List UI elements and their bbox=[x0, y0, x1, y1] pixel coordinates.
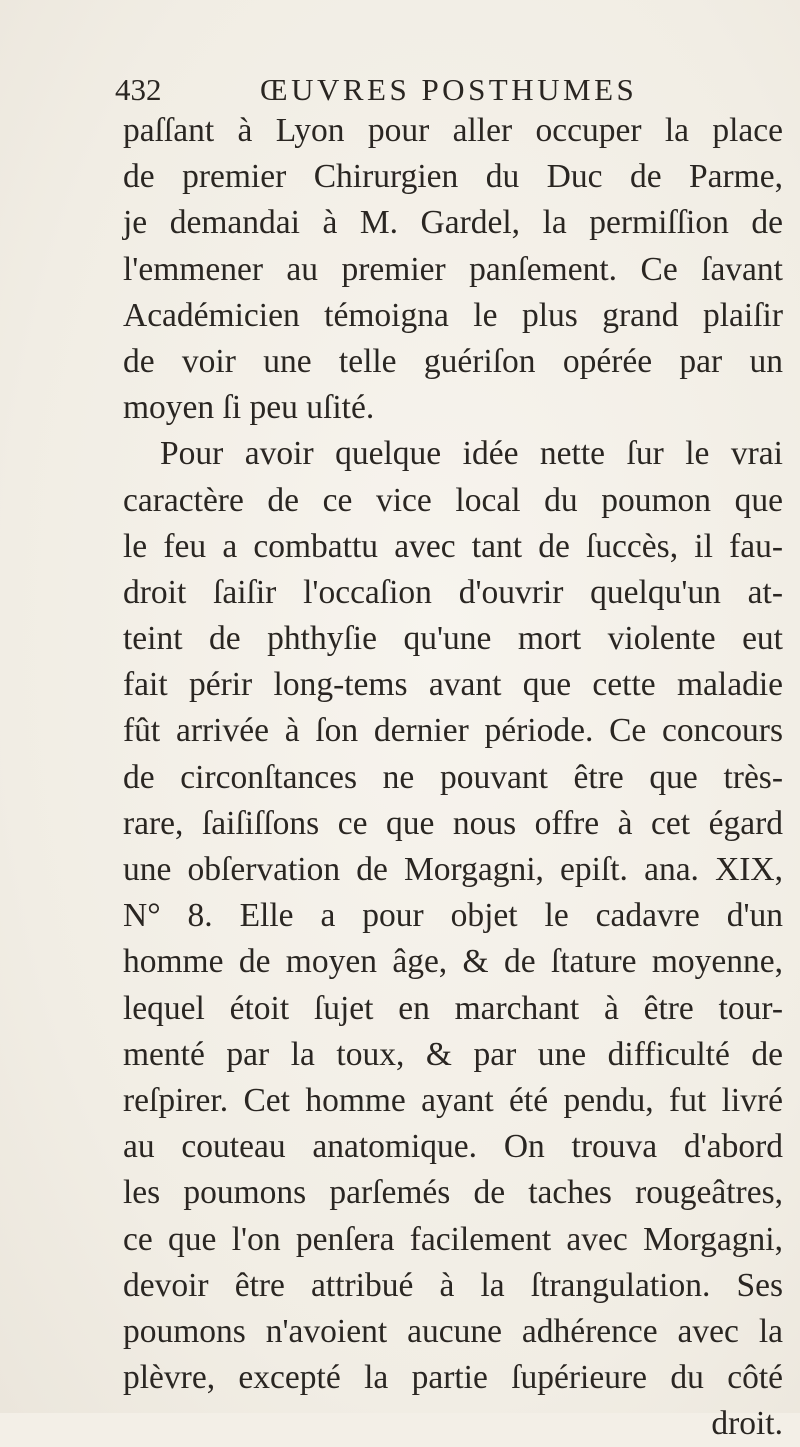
text-line: droit. bbox=[711, 1405, 783, 1443]
text-line: l'emmener au premier panſement. Ce ſavant bbox=[123, 250, 783, 288]
text-line: reſpirer. Cet homme ayant été pendu, fut livré bbox=[123, 1081, 783, 1119]
text-line: plèvre, excepté la partie ſupérieure du côté bbox=[123, 1359, 783, 1397]
text-line: le feu a combattu avec tant de ſuccès, il fau- bbox=[123, 527, 783, 565]
text-line: les poumons parſemés de taches rougeâtres, bbox=[123, 1174, 783, 1212]
text-line: poumons n'avoient aucune adhérence avec la bbox=[123, 1312, 783, 1350]
text-line: menté par la toux, & par une difficulté de bbox=[123, 1035, 783, 1073]
text-line: je demandai à M. Gardel, la permiſſion de bbox=[123, 204, 783, 242]
text-line: lequel étoit ſujet en marchant à être tour- bbox=[123, 989, 783, 1027]
text-line: teint de phthyſie qu'une mort violente eut bbox=[123, 620, 783, 658]
text-line: Pour avoir quelque idée nette ſur le vrai bbox=[160, 435, 783, 473]
text-line: devoir être attribué à la ſtrangulation. Ses bbox=[123, 1266, 783, 1304]
page-number: 432 bbox=[115, 72, 162, 107]
text-line: droit ſaiſir l'occaſion d'ouvrir quelqu'un at- bbox=[123, 573, 783, 611]
text-line: fait périr long-tems avant que cette maladie bbox=[123, 666, 783, 704]
text-line: au couteau anatomique. On trouva d'abord bbox=[123, 1128, 783, 1166]
running-title: ŒUVRES POSTHUMES bbox=[260, 72, 638, 107]
running-head bbox=[115, 72, 675, 112]
text-line: de premier Chirurgien du Duc de Parme, bbox=[123, 158, 783, 196]
text-line: N° 8. Elle a pour objet le cadavre d'un bbox=[123, 897, 783, 935]
text-line: ce que l'on penſera facilement avec Morgagni, bbox=[123, 1220, 783, 1258]
text-line: fût arrivée à ſon dernier période. Ce concours bbox=[123, 712, 783, 750]
text-line: une obſervation de Morgagni, epiſt. ana. XIX, bbox=[123, 851, 783, 888]
text-line: Académicien témoigna le plus grand plaiſir bbox=[123, 296, 783, 334]
text-line: paſſant à Lyon pour aller occuper la place bbox=[123, 112, 783, 149]
text-line: de circonſtances ne pouvant être que très- bbox=[123, 758, 783, 796]
text-line: rare, ſaiſiſſons ce que nous offre à cet égard bbox=[123, 804, 783, 842]
text-line: de voir une telle guériſon opérée par un bbox=[123, 342, 783, 380]
text-line: caractère de ce vice local du poumon que bbox=[123, 481, 783, 519]
text-line: moyen ſi peu uſité. bbox=[123, 389, 375, 427]
body-text bbox=[123, 108, 783, 1447]
text-line: homme de moyen âge, & de ſtature moyenne, bbox=[123, 943, 783, 981]
